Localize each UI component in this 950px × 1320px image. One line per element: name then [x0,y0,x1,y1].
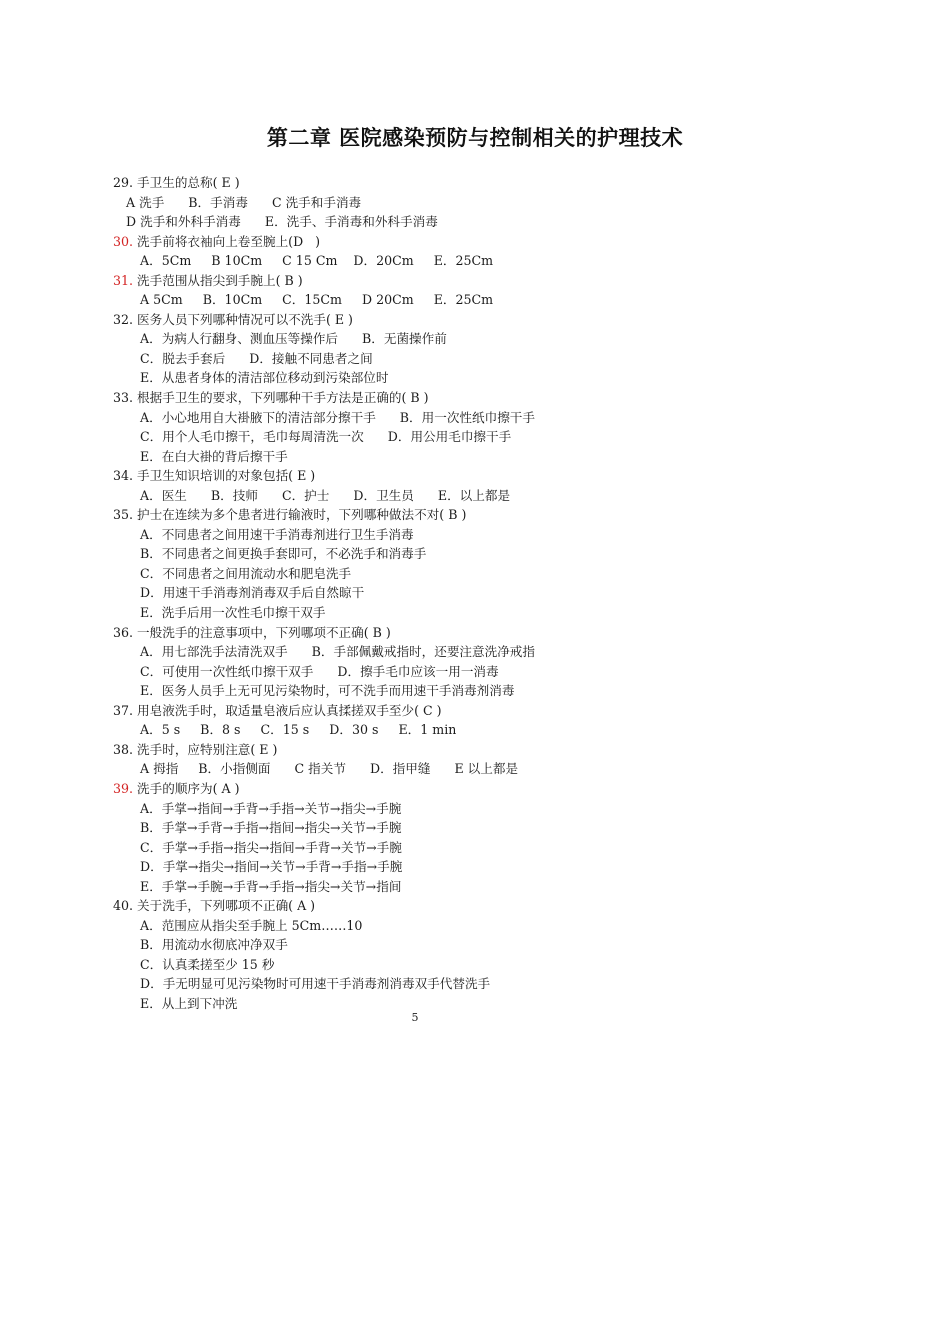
option-line: C．脱去手套后 D．接触不同患者之间 [140,350,373,366]
option-line: A．范围应从指尖至手腕上 5Cm……10 [140,917,363,933]
question-text: 根据手卫生的要求，下列哪种干手方法是正确的( B ) [133,390,429,406]
option-line: B．手掌→手背→手指→指间→指尖→关节→手腕 [140,820,402,836]
question-text: 手卫生知识培训的对象包括( E ) [133,468,316,484]
option-line: A．5Cm B 10Cm C 15 Cm D．20Cm E．25Cm [140,253,494,269]
option-line: C．用个人毛巾擦干，毛巾每周清洗一次 D．用公用毛巾擦干手 [140,429,512,445]
option-line: A．医生 B．技师 C．护士 D．卫生员 E．以上都是 [140,487,511,503]
option-line: E．手掌→手腕→手背→手指→指尖→关节→指间 [140,878,402,894]
question-text: 用皂液洗手时，取适量皂液后应认真揉搓双手至少( C ) [133,702,442,718]
option-line: A．5 s B．8 s C．15 s D．30 s E．1 min [140,722,457,738]
chapter-title: 第二章 医院感染预防与控制相关的护理技术 [266,126,684,150]
option-line: D．手掌→指尖→指间→关节→手背→手指→手腕 [140,859,403,875]
question-number: 35. [113,507,134,523]
question-number: 36. [113,624,134,640]
option-line: E．医务人员手上无可见污染物时，可不洗手而用速干手消毒剂消毒 [140,683,515,699]
question-line [113,271,873,291]
option-line: E．从上到下冲洗 [140,995,238,1011]
question-line [113,466,873,486]
question-text: 手卫生的总称( E ) [133,175,240,190]
question-text: 医务人员下列哪种情况可以不洗手( E ) [133,311,353,327]
question-text: 一般洗手的注意事项中，下列哪项不正确( B ) [133,624,391,640]
option-line: A．为病人行翻身、测血压等操作后 B．无菌操作前 [140,331,447,347]
question-number: 39. [113,780,134,796]
question-number: 37. [113,702,134,718]
question-number: 32. [113,311,134,327]
question-text: 洗手的顺序为( A ) [133,780,240,796]
question-list [113,173,873,1014]
question-line [113,623,873,643]
option-line: C．可使用一次性纸巾擦干双手 D．擦手毛巾应该一用一消毒 [140,663,499,679]
question-number: 31. [113,272,134,288]
option-line: A．手掌→指间→手背→手指→关节→指尖→手腕 [140,800,402,816]
question-number: 38. [113,741,134,757]
option-line: A．用七部洗手法清洗双手 B．手部佩戴戒指时，还要注意洗净戒指 [140,644,535,660]
question-line [113,896,873,916]
option-line: B．用流动水彻底冲净双手 [140,937,288,953]
option-line: E．从患者身体的清洁部位移动到污染部位时 [140,370,389,386]
option-line: A 拇指 B．小指侧面 C 指关节 D．指甲缝 E 以上都是 [140,761,519,777]
option-line: C．认真柔搓至少 15 秒 [140,956,275,972]
question-number: 40. [113,898,134,914]
option-line: D．手无明显可见污染物时可用速干手消毒剂消毒双手代替洗手 [140,976,491,992]
question-number: 30. [113,233,134,249]
question-number: 33. [113,390,134,406]
question-line [113,310,873,330]
question-line [113,232,873,252]
option-line: A 5Cm B．10Cm C．15Cm D 20Cm E．25Cm [140,292,494,308]
option-line: A 洗手 B．手消毒 C 洗手和手消毒 [126,194,362,210]
question-text: 洗手前将衣袖向上卷至腕上(D ) [133,233,321,249]
question-text: 洗手范围从指尖到手腕上( B ) [133,272,303,288]
question-number: 34. [113,468,134,484]
option-line: A．不同患者之间用速干手消毒剂进行卫生手消毒 [140,526,414,542]
question-line [113,740,873,760]
question-text: 护士在连续为多个患者进行输液时，下列哪种做法不对( B ) [133,507,467,523]
question-line [113,173,873,193]
option-line: D 洗手和外科手消毒 E．洗手、手消毒和外科手消毒 [126,214,438,230]
page-number: 5 [411,1011,419,1024]
option-line: C．手掌→手指→指尖→指间→手背→关节→手腕 [140,839,402,855]
option-line: D．用速干手消毒剂消毒双手后自然晾干 [140,585,365,601]
question-line [113,701,873,721]
option-line: B．不同患者之间更换手套即可，不必洗手和消毒手 [140,546,427,562]
question-line [113,505,873,525]
question-text: 关于洗手，下列哪项不正确( A ) [133,898,316,914]
question-text: 洗手时，应特别注意( E ) [133,741,278,757]
question-number: 29. [113,175,134,190]
option-line: C．不同患者之间用流动水和肥皂洗手 [140,565,352,581]
question-line [113,388,873,408]
option-line: E．在白大褂的背后擦干手 [140,448,288,464]
option-line: A．小心地用自大褂腋下的清洁部分擦干手 B．用一次性纸巾擦干手 [140,409,535,425]
question-line [113,779,873,799]
option-line: E．洗手后用一次性毛巾擦干双手 [140,605,326,621]
